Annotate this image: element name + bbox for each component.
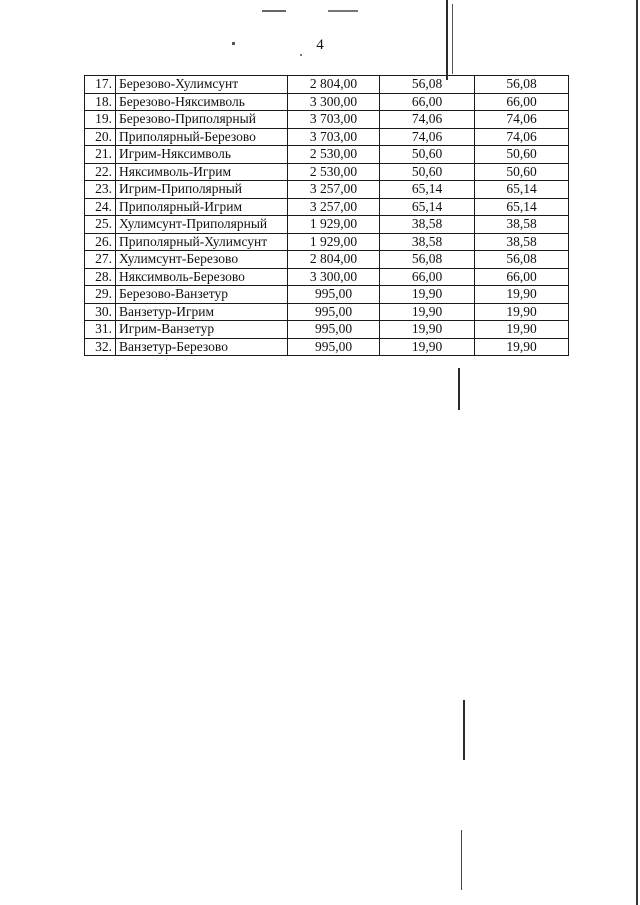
price-cell: 3 300,00	[288, 268, 380, 286]
value-cell-2: 19,90	[475, 286, 569, 304]
value-cell-1: 50,60	[380, 163, 475, 181]
value-cell-2: 50,60	[475, 146, 569, 164]
value-cell-1: 19,90	[380, 286, 475, 304]
table-row	[85, 146, 569, 164]
route-name: Березово-Хулимсунт	[116, 76, 288, 94]
route-name: Игрим-Няксимволь	[116, 146, 288, 164]
price-cell: 995,00	[288, 303, 380, 321]
value-cell-2: 56,08	[475, 251, 569, 269]
price-cell: 3 703,00	[288, 128, 380, 146]
value-cell-1: 66,00	[380, 268, 475, 286]
scan-artifact-line	[463, 700, 465, 760]
route-name: Ванзетур-Березово	[116, 338, 288, 356]
routes-table	[84, 75, 569, 356]
route-name: Приполярный-Березово	[116, 128, 288, 146]
scan-artifact-dash	[328, 10, 358, 12]
row-number: 22.	[85, 163, 116, 181]
route-name: Хулимсунт-Приполярный	[116, 216, 288, 234]
route-name: Березово-Няксимволь	[116, 93, 288, 111]
price-cell: 3 257,00	[288, 181, 380, 199]
scan-artifact-dash	[300, 54, 302, 56]
table-row	[85, 181, 569, 199]
table-row	[85, 233, 569, 251]
value-cell-1: 19,90	[380, 321, 475, 339]
row-number: 26.	[85, 233, 116, 251]
row-number: 25.	[85, 216, 116, 234]
table-row	[85, 76, 569, 94]
value-cell-1: 38,58	[380, 233, 475, 251]
scan-artifact-line	[446, 0, 448, 80]
value-cell-2: 65,14	[475, 181, 569, 199]
table-row	[85, 111, 569, 129]
price-cell: 3 300,00	[288, 93, 380, 111]
table-row	[85, 303, 569, 321]
table-row	[85, 251, 569, 269]
value-cell-1: 56,08	[380, 251, 475, 269]
table-row	[85, 93, 569, 111]
route-name: Ванзетур-Игрим	[116, 303, 288, 321]
route-name: Березово-Приполярный	[116, 111, 288, 129]
value-cell-1: 65,14	[380, 198, 475, 216]
scan-artifact-dash	[262, 10, 286, 12]
table-row	[85, 128, 569, 146]
value-cell-2: 56,08	[475, 76, 569, 94]
price-cell: 3 257,00	[288, 198, 380, 216]
value-cell-2: 65,14	[475, 198, 569, 216]
row-number: 29.	[85, 286, 116, 304]
scan-artifact-line	[458, 368, 460, 410]
value-cell-1: 19,90	[380, 338, 475, 356]
scan-artifact-dash	[232, 42, 235, 45]
route-name: Березово-Ванзетур	[116, 286, 288, 304]
price-cell: 995,00	[288, 286, 380, 304]
table-row	[85, 268, 569, 286]
table-row	[85, 286, 569, 304]
scan-artifact-line	[461, 830, 462, 890]
value-cell-1: 38,58	[380, 216, 475, 234]
price-cell: 2 804,00	[288, 76, 380, 94]
price-cell: 3 703,00	[288, 111, 380, 129]
price-cell: 995,00	[288, 321, 380, 339]
value-cell-1: 19,90	[380, 303, 475, 321]
value-cell-2: 19,90	[475, 321, 569, 339]
route-name: Няксимволь-Березово	[116, 268, 288, 286]
price-cell: 2 804,00	[288, 251, 380, 269]
value-cell-2: 74,06	[475, 111, 569, 129]
route-name: Приполярный-Хулимсунт	[116, 233, 288, 251]
value-cell-1: 66,00	[380, 93, 475, 111]
value-cell-2: 19,90	[475, 338, 569, 356]
row-number: 32.	[85, 338, 116, 356]
value-cell-1: 74,06	[380, 111, 475, 129]
value-cell-2: 50,60	[475, 163, 569, 181]
price-cell: 995,00	[288, 338, 380, 356]
scan-artifact-line	[636, 0, 638, 905]
table-row	[85, 321, 569, 339]
row-number: 17.	[85, 76, 116, 94]
route-name: Приполярный-Игрим	[116, 198, 288, 216]
value-cell-2: 38,58	[475, 233, 569, 251]
value-cell-1: 65,14	[380, 181, 475, 199]
price-cell: 2 530,00	[288, 163, 380, 181]
routes-table-body	[85, 76, 569, 356]
row-number: 21.	[85, 146, 116, 164]
route-name: Хулимсунт-Березово	[116, 251, 288, 269]
table-row	[85, 163, 569, 181]
value-cell-2: 38,58	[475, 216, 569, 234]
route-name: Няксимволь-Игрим	[116, 163, 288, 181]
scan-artifact-line	[452, 4, 453, 74]
price-cell: 1 929,00	[288, 216, 380, 234]
row-number: 23.	[85, 181, 116, 199]
table-row	[85, 198, 569, 216]
value-cell-1: 74,06	[380, 128, 475, 146]
route-name: Игрим-Приполярный	[116, 181, 288, 199]
row-number: 30.	[85, 303, 116, 321]
row-number: 28.	[85, 268, 116, 286]
value-cell-1: 50,60	[380, 146, 475, 164]
value-cell-2: 19,90	[475, 303, 569, 321]
row-number: 20.	[85, 128, 116, 146]
table-row	[85, 338, 569, 356]
row-number: 27.	[85, 251, 116, 269]
price-cell: 1 929,00	[288, 233, 380, 251]
value-cell-2: 66,00	[475, 268, 569, 286]
table-row	[85, 216, 569, 234]
row-number: 18.	[85, 93, 116, 111]
row-number: 19.	[85, 111, 116, 129]
page-number: 4	[316, 37, 324, 53]
route-name: Игрим-Ванзетур	[116, 321, 288, 339]
value-cell-1: 56,08	[380, 76, 475, 94]
value-cell-2: 66,00	[475, 93, 569, 111]
price-cell: 2 530,00	[288, 146, 380, 164]
value-cell-2: 74,06	[475, 128, 569, 146]
row-number: 31.	[85, 321, 116, 339]
row-number: 24.	[85, 198, 116, 216]
